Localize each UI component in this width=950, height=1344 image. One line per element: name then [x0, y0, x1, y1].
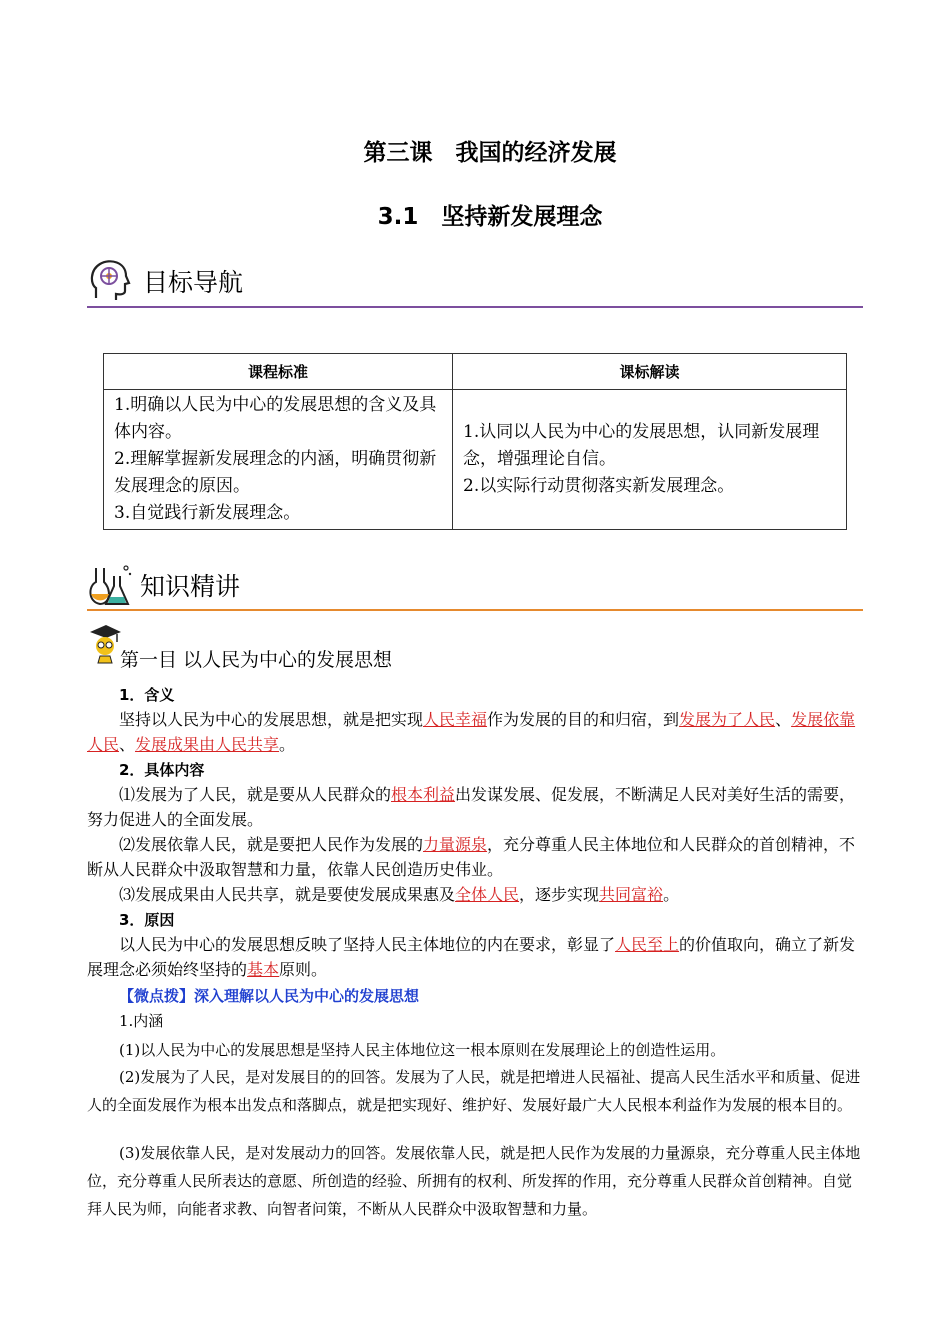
tip-heading: 【微点拨】深入理解以人民为中心的发展思想 [119, 987, 420, 1005]
key-term: 根本利益 [391, 785, 456, 804]
text: ⑶发展成果由人民共享，就是要使发展成果惠及 [119, 885, 456, 904]
standards-table [103, 353, 847, 530]
point-heading: 2．具体内容 [119, 761, 205, 779]
text: 以人民为中心的发展思想反映了坚持人民主体地位的内在要求，彰显了 [119, 935, 616, 954]
text: 。 [279, 735, 296, 754]
key-term: 发展成果由人民共享 [135, 735, 280, 754]
text: ，充分尊重人民主体地位和人民群众的首创精神，不断从人民群众中汲取智慧和力量，依靠人民创造历史伟业。 [87, 835, 856, 879]
tip-subheading: 1.内涵 [119, 1012, 164, 1030]
point-heading: 1．含义 [119, 686, 175, 704]
key-term: 基本 [247, 960, 280, 979]
scholar-icon [88, 622, 122, 664]
section-title: 3.1 坚持新发展理念 [377, 204, 603, 230]
goals-heading: 目标导航 [143, 268, 244, 297]
lesson-title: 第三课 我国的经济发展 [363, 140, 617, 166]
flask-icon [86, 562, 132, 608]
key-term: 人民幸福 [423, 710, 488, 729]
table-cell-right [453, 390, 847, 530]
paragraph [87, 882, 863, 907]
text: ⑴发展为了人民，就是要从人民群众的 [119, 785, 392, 804]
text: 作为发展的目的和归宿，到 [487, 710, 680, 729]
paragraph [87, 707, 863, 757]
orange-divider [87, 609, 863, 611]
text: 原则。 [279, 960, 328, 979]
tip-paragraph: (1)以人民为中心的发展思想是坚持人民主体地位这一根本原则在发展理论上的创造性运用。 [119, 1041, 726, 1059]
text: ，逐步实现 [519, 885, 600, 904]
paragraph [87, 832, 863, 882]
key-term: 发展依靠人民 [87, 710, 856, 754]
text: ⑵发展依靠人民，就是要把人民作为发展的 [119, 835, 424, 854]
text: 。 [663, 885, 680, 904]
std-item: 3.自觉践行新发展理念。 [114, 503, 301, 523]
paragraph [87, 932, 863, 982]
key-term: 共同富裕 [599, 885, 664, 904]
key-term: 全体人民 [455, 885, 520, 904]
tip-paragraph: (2)发展为了人民，是对发展目的的回答。发展为了人民，就是把增进人民福祉、提高人民生活水平和质量、促进人的全面发展作为根本出发点和落脚点，就是把实现好、维护好、发展好最广大人民根本利益作为发展的根本目的。 [87, 1068, 861, 1114]
topic-heading: 第一目 以人民为中心的发展思想 [120, 649, 393, 671]
key-term: 人民至上 [615, 935, 680, 954]
table-header: 课标解读 [453, 354, 847, 390]
paragraph [87, 782, 863, 832]
tip-paragraph: (3)发展依靠人民，是对发展动力的回答。发展依靠人民，就是把人民作为发展的力量源泉，充分尊重人民主体地位，充分尊重人民所表达的意愿、所创造的经验、所拥有的权利、所发挥的作用，充分尊重人民群众首创精神。自觉拜人民为师，向能者求教、向智者问策，不断从人民群众中汲取智慧和力量。 [87, 1144, 861, 1218]
text: 、 [119, 735, 136, 754]
text: 出发谋发展、促发展，不断满足人民对美好生活的需要，努力促进人的全面发展。 [87, 785, 856, 829]
text: 的价值取向，确立了新发展理念必须始终坚持的 [87, 935, 856, 979]
purple-divider [87, 306, 863, 308]
std-item: 1.认同以人民为中心的发展思想，认同新发展理念，增强理论自信。 [463, 422, 820, 469]
head-brain-icon [88, 258, 132, 304]
knowledge-heading: 知识精讲 [140, 572, 241, 601]
key-term: 力量源泉 [423, 835, 488, 854]
std-item: 1.明确以人民为中心的发展思想的含义及具体内容。 [114, 395, 437, 442]
std-item: 2.以实际行动贯彻落实新发展理念。 [463, 476, 735, 496]
point-heading: 3．原因 [119, 911, 175, 929]
text: 、 [775, 710, 792, 729]
table-header: 课程标准 [104, 354, 453, 390]
key-term: 发展为了人民 [679, 710, 776, 729]
table-cell-left [104, 390, 453, 530]
std-item: 2.理解掌握新发展理念的内涵，明确贯彻新发展理念的原因。 [114, 449, 437, 496]
text: 坚持以人民为中心的发展思想，就是把实现 [119, 710, 424, 729]
